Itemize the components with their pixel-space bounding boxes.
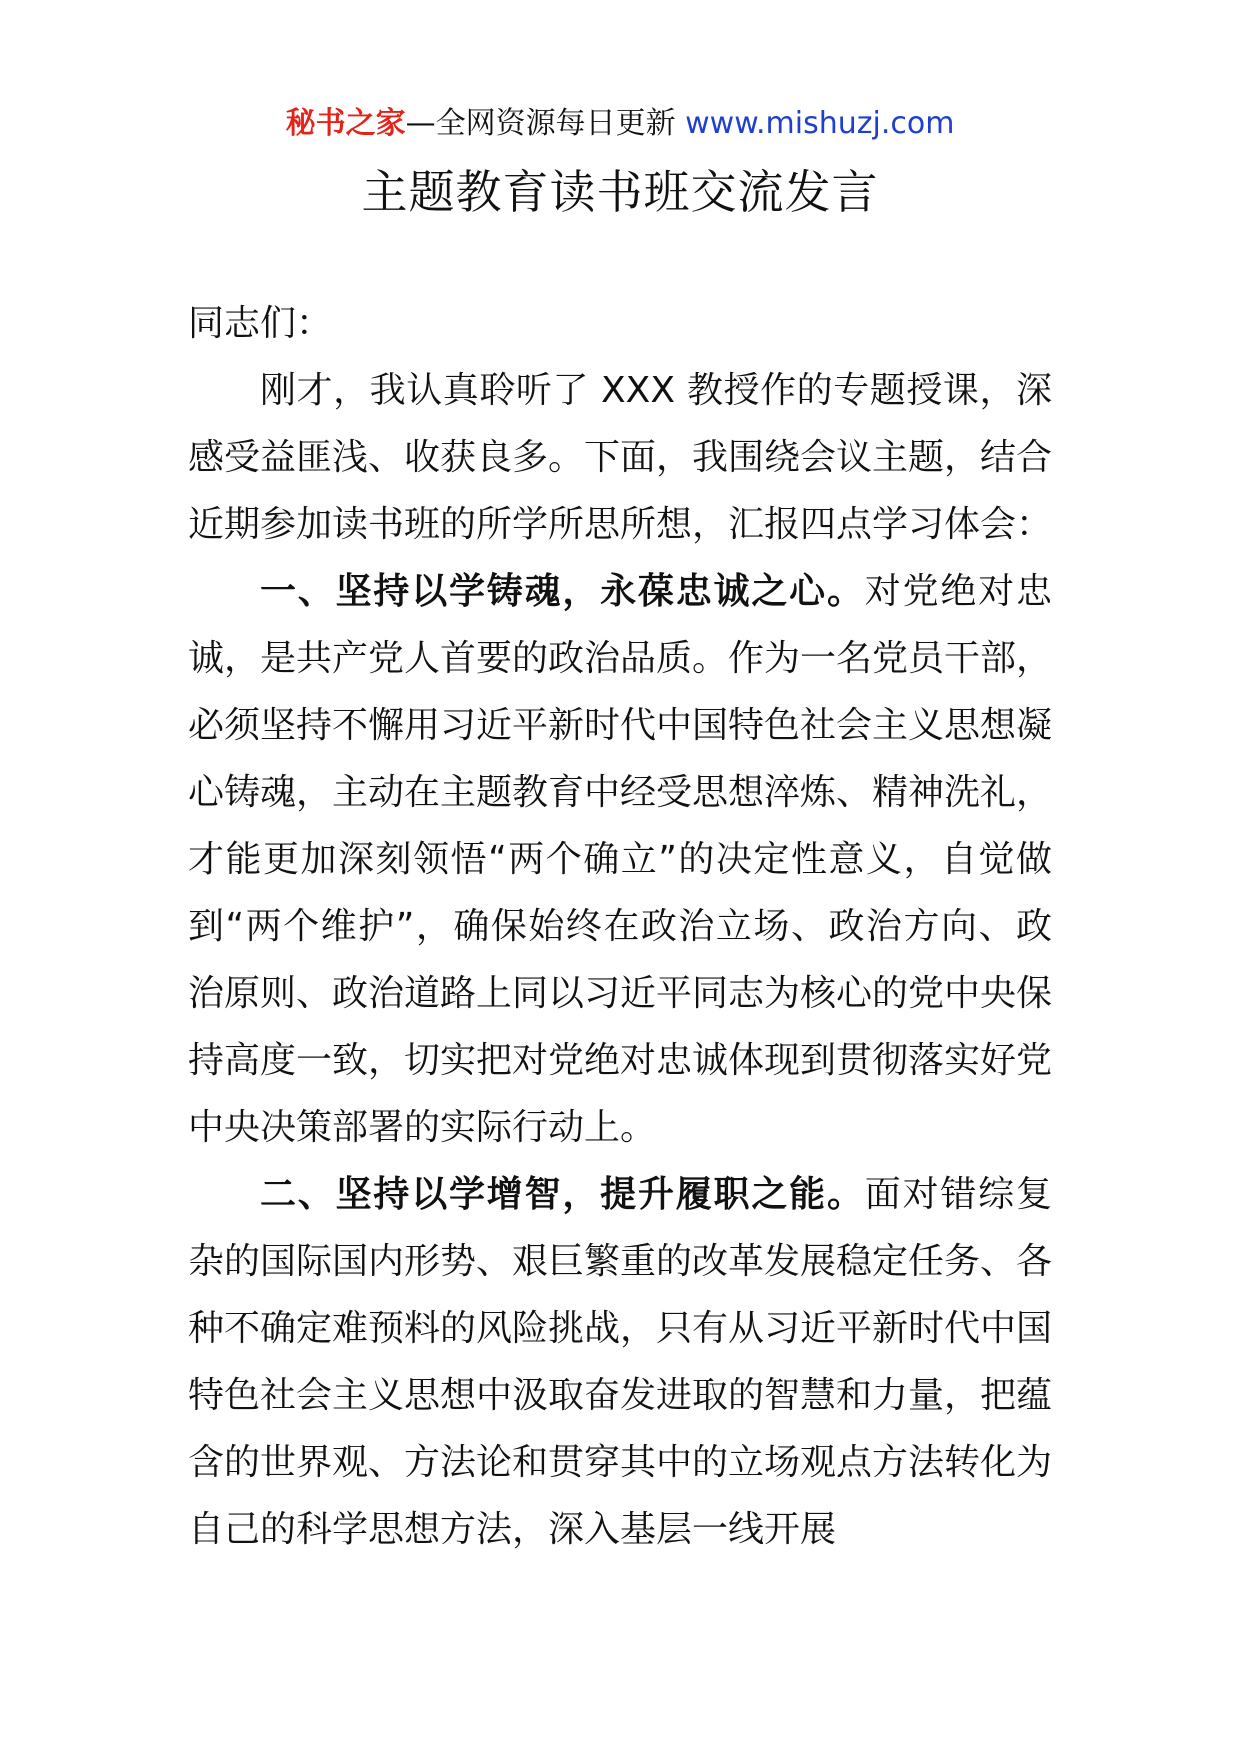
intro-paragraph: 刚才，我认真聆听了 XXX 教授作的专题授课，深感受益匪浅、收获良多。下面，我围绕会议主题，结合近期参加读书班的所学所思所想，汇报四点学习体会： [188,370,1053,545]
section-heading-2: 二、坚持以学增智，提升履职之能。 [260,1174,865,1215]
section-paragraph-1 [188,558,1052,1161]
site-url-link[interactable]: www.mishuzj.com [685,106,955,141]
section-paragraph-2 [188,1161,1052,1563]
salutation: 同志们： [188,303,333,344]
site-header [0,104,1240,144]
header-tagline: —全网资源每日更新 [405,106,686,141]
document-title: 主题教育读书班交流发言 [361,165,879,219]
section-text-2: 面对错综复杂的国际国内形势、艰巨繁重的改革发展稳定任务、各种不确定难预料的风险挑战，只有从习近平新时代中国特色社会主义思想中汲取奋发进取的智慧和力量，把蕴含的世界观、方法论和贯穿其中的立场观点方法转化为自己的科学思想方法，深入基层一线开展 [188,1174,1053,1550]
section-text-1: 对党绝对忠诚，是共产党人首要的政治品质。作为一名党员干部，必须坚持不懈用习近平新时代中国特色社会主义思想凝心铸魂，主动在主题教育中经受思想淬炼、精神洗礼，才能更加深刻领悟“两个确立”的决定性意义，自觉做到“两个维护”，确保始终在政治立场、政治方向、政治原则、政治道路上同以习近平同志为核心的党中央保持高度一致，切实把对党绝对忠诚体现到贯彻落实好党中央决策部署的实际行动上。 [188,571,1053,1148]
brand-name: 秘书之家 [285,106,406,141]
section-heading-1: 一、坚持以学铸魂，永葆忠诚之心。 [260,571,865,612]
document-body [188,290,1052,1563]
